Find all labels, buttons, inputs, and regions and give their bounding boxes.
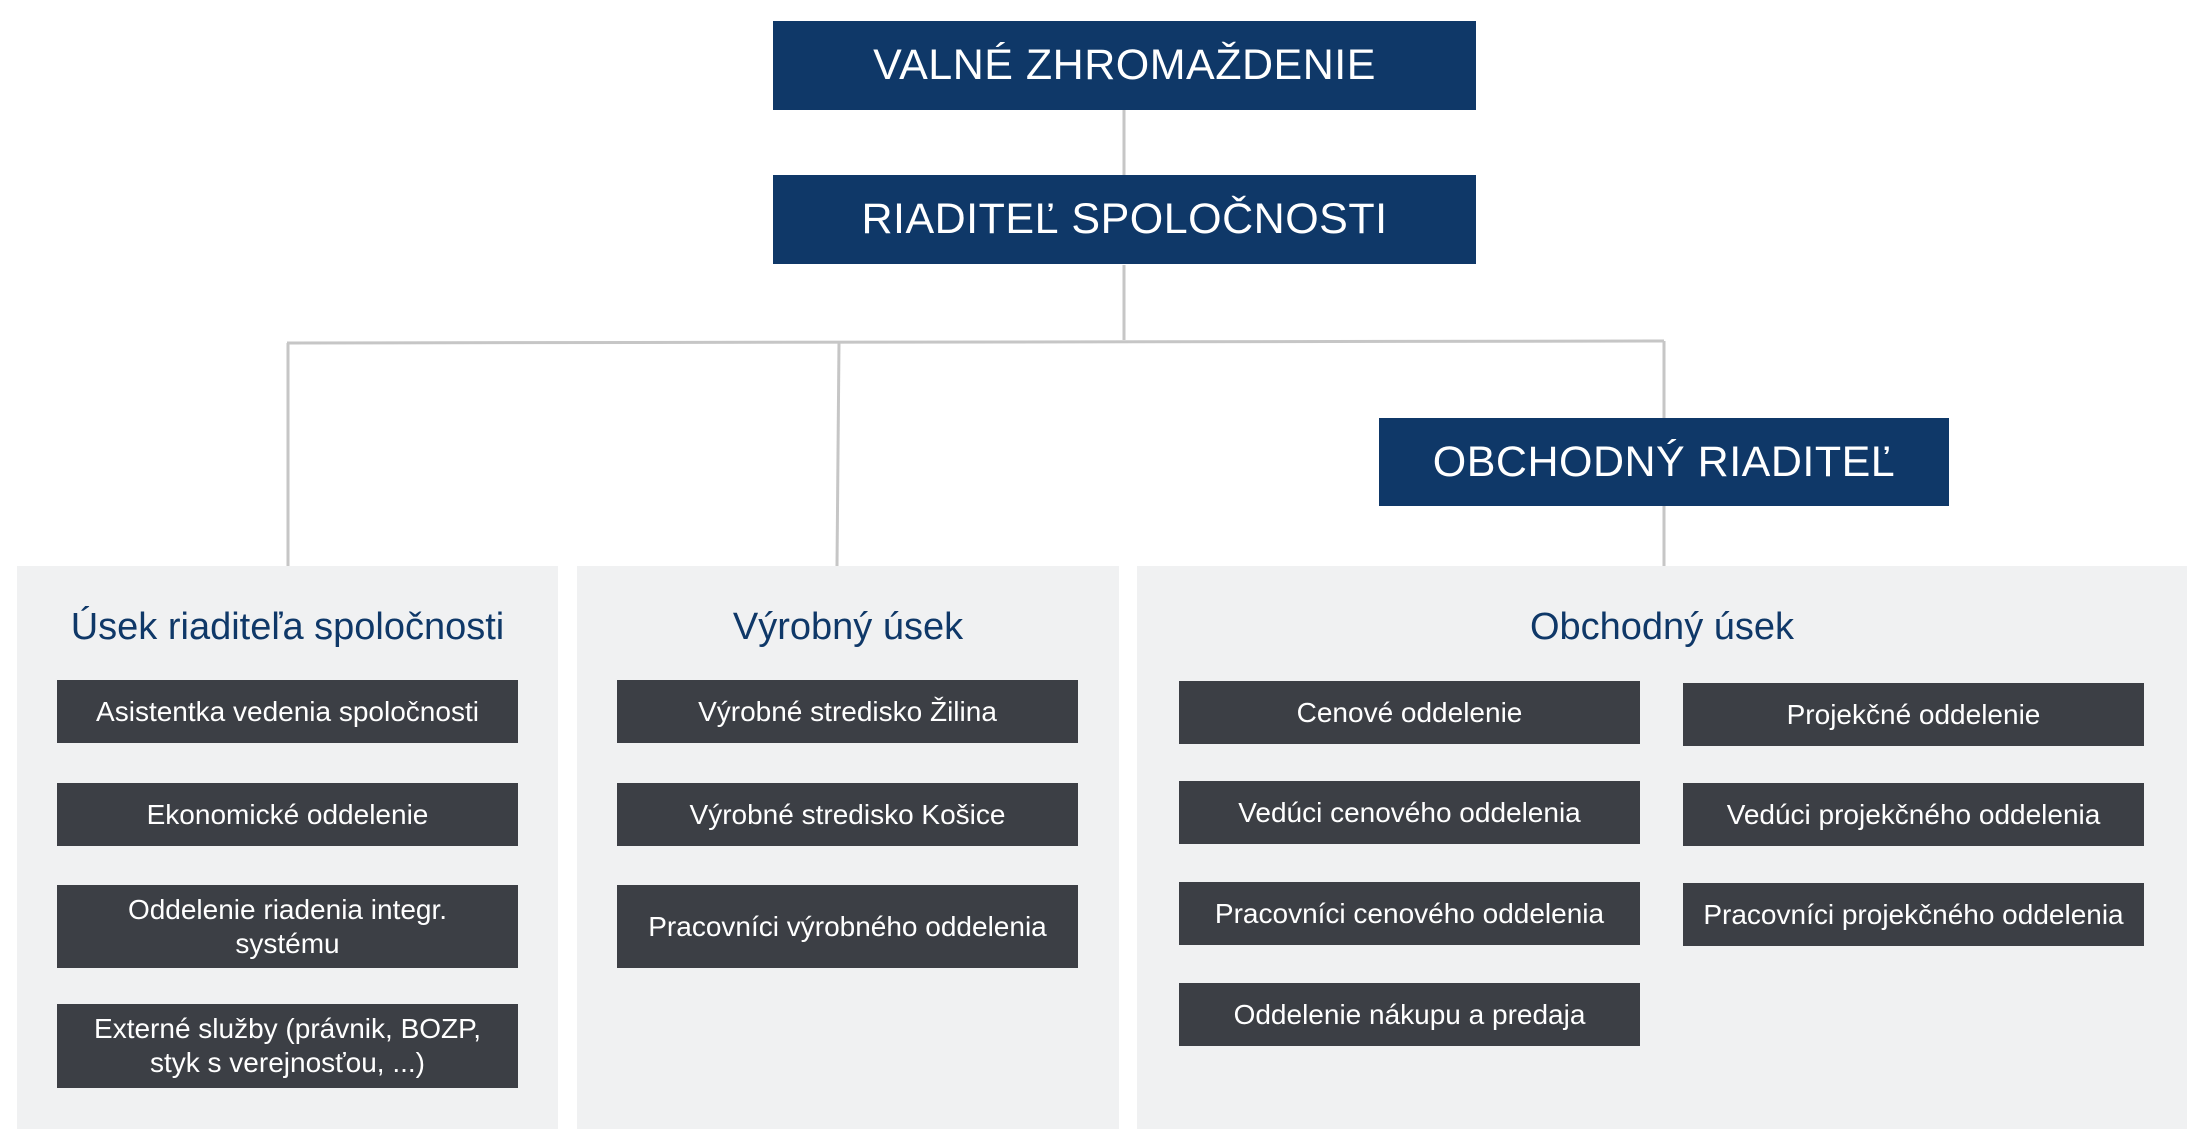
unit-box: Vedúci projekčného oddelenia <box>1683 783 2144 846</box>
panel-title: Obchodný úsek <box>1529 606 1795 648</box>
unit-box: Pracovníci cenového oddelenia <box>1179 882 1640 945</box>
unit-box: Pracovníci výrobného oddelenia <box>617 885 1078 968</box>
unit-box: Výrobné stredisko Žilina <box>617 680 1078 743</box>
company-director-box: RIADITEĽ SPOLOČNOSTI <box>773 175 1476 264</box>
unit-box: Ekonomické oddelenie <box>57 783 518 846</box>
unit-box: Projekčné oddelenie <box>1683 683 2144 746</box>
connector-to-panel-2 <box>837 342 839 566</box>
panel-production-section <box>577 566 1119 1129</box>
commercial-director-box: OBCHODNÝ RIADITEĽ <box>1379 418 1949 506</box>
connector-horizontal <box>287 341 1664 343</box>
panel-title: Výrobný úsek <box>732 606 964 648</box>
unit-box: Asistentka vedenia spoločnosti <box>57 680 518 743</box>
unit-box: Výrobné stredisko Košice <box>617 783 1078 846</box>
unit-box: Oddelenie riadenia integr. systému <box>57 885 518 968</box>
unit-box: Pracovníci projekčného oddelenia <box>1683 883 2144 946</box>
panel-commercial-section <box>1137 566 2187 1129</box>
unit-box: Externé služby (právnik, BOZP, styk s verejnosťou, ...) <box>57 1004 518 1088</box>
unit-box: Oddelenie nákupu a predaja <box>1179 983 1640 1046</box>
unit-box: Cenové oddelenie <box>1179 681 1640 744</box>
general-meeting-box: VALNÉ ZHROMAŽDENIE <box>773 21 1476 110</box>
unit-box: Vedúci cenového oddelenia <box>1179 781 1640 844</box>
panel-company-director-section <box>17 566 558 1129</box>
panel-title: Úsek riaditeľa spoločnosti <box>70 606 505 648</box>
